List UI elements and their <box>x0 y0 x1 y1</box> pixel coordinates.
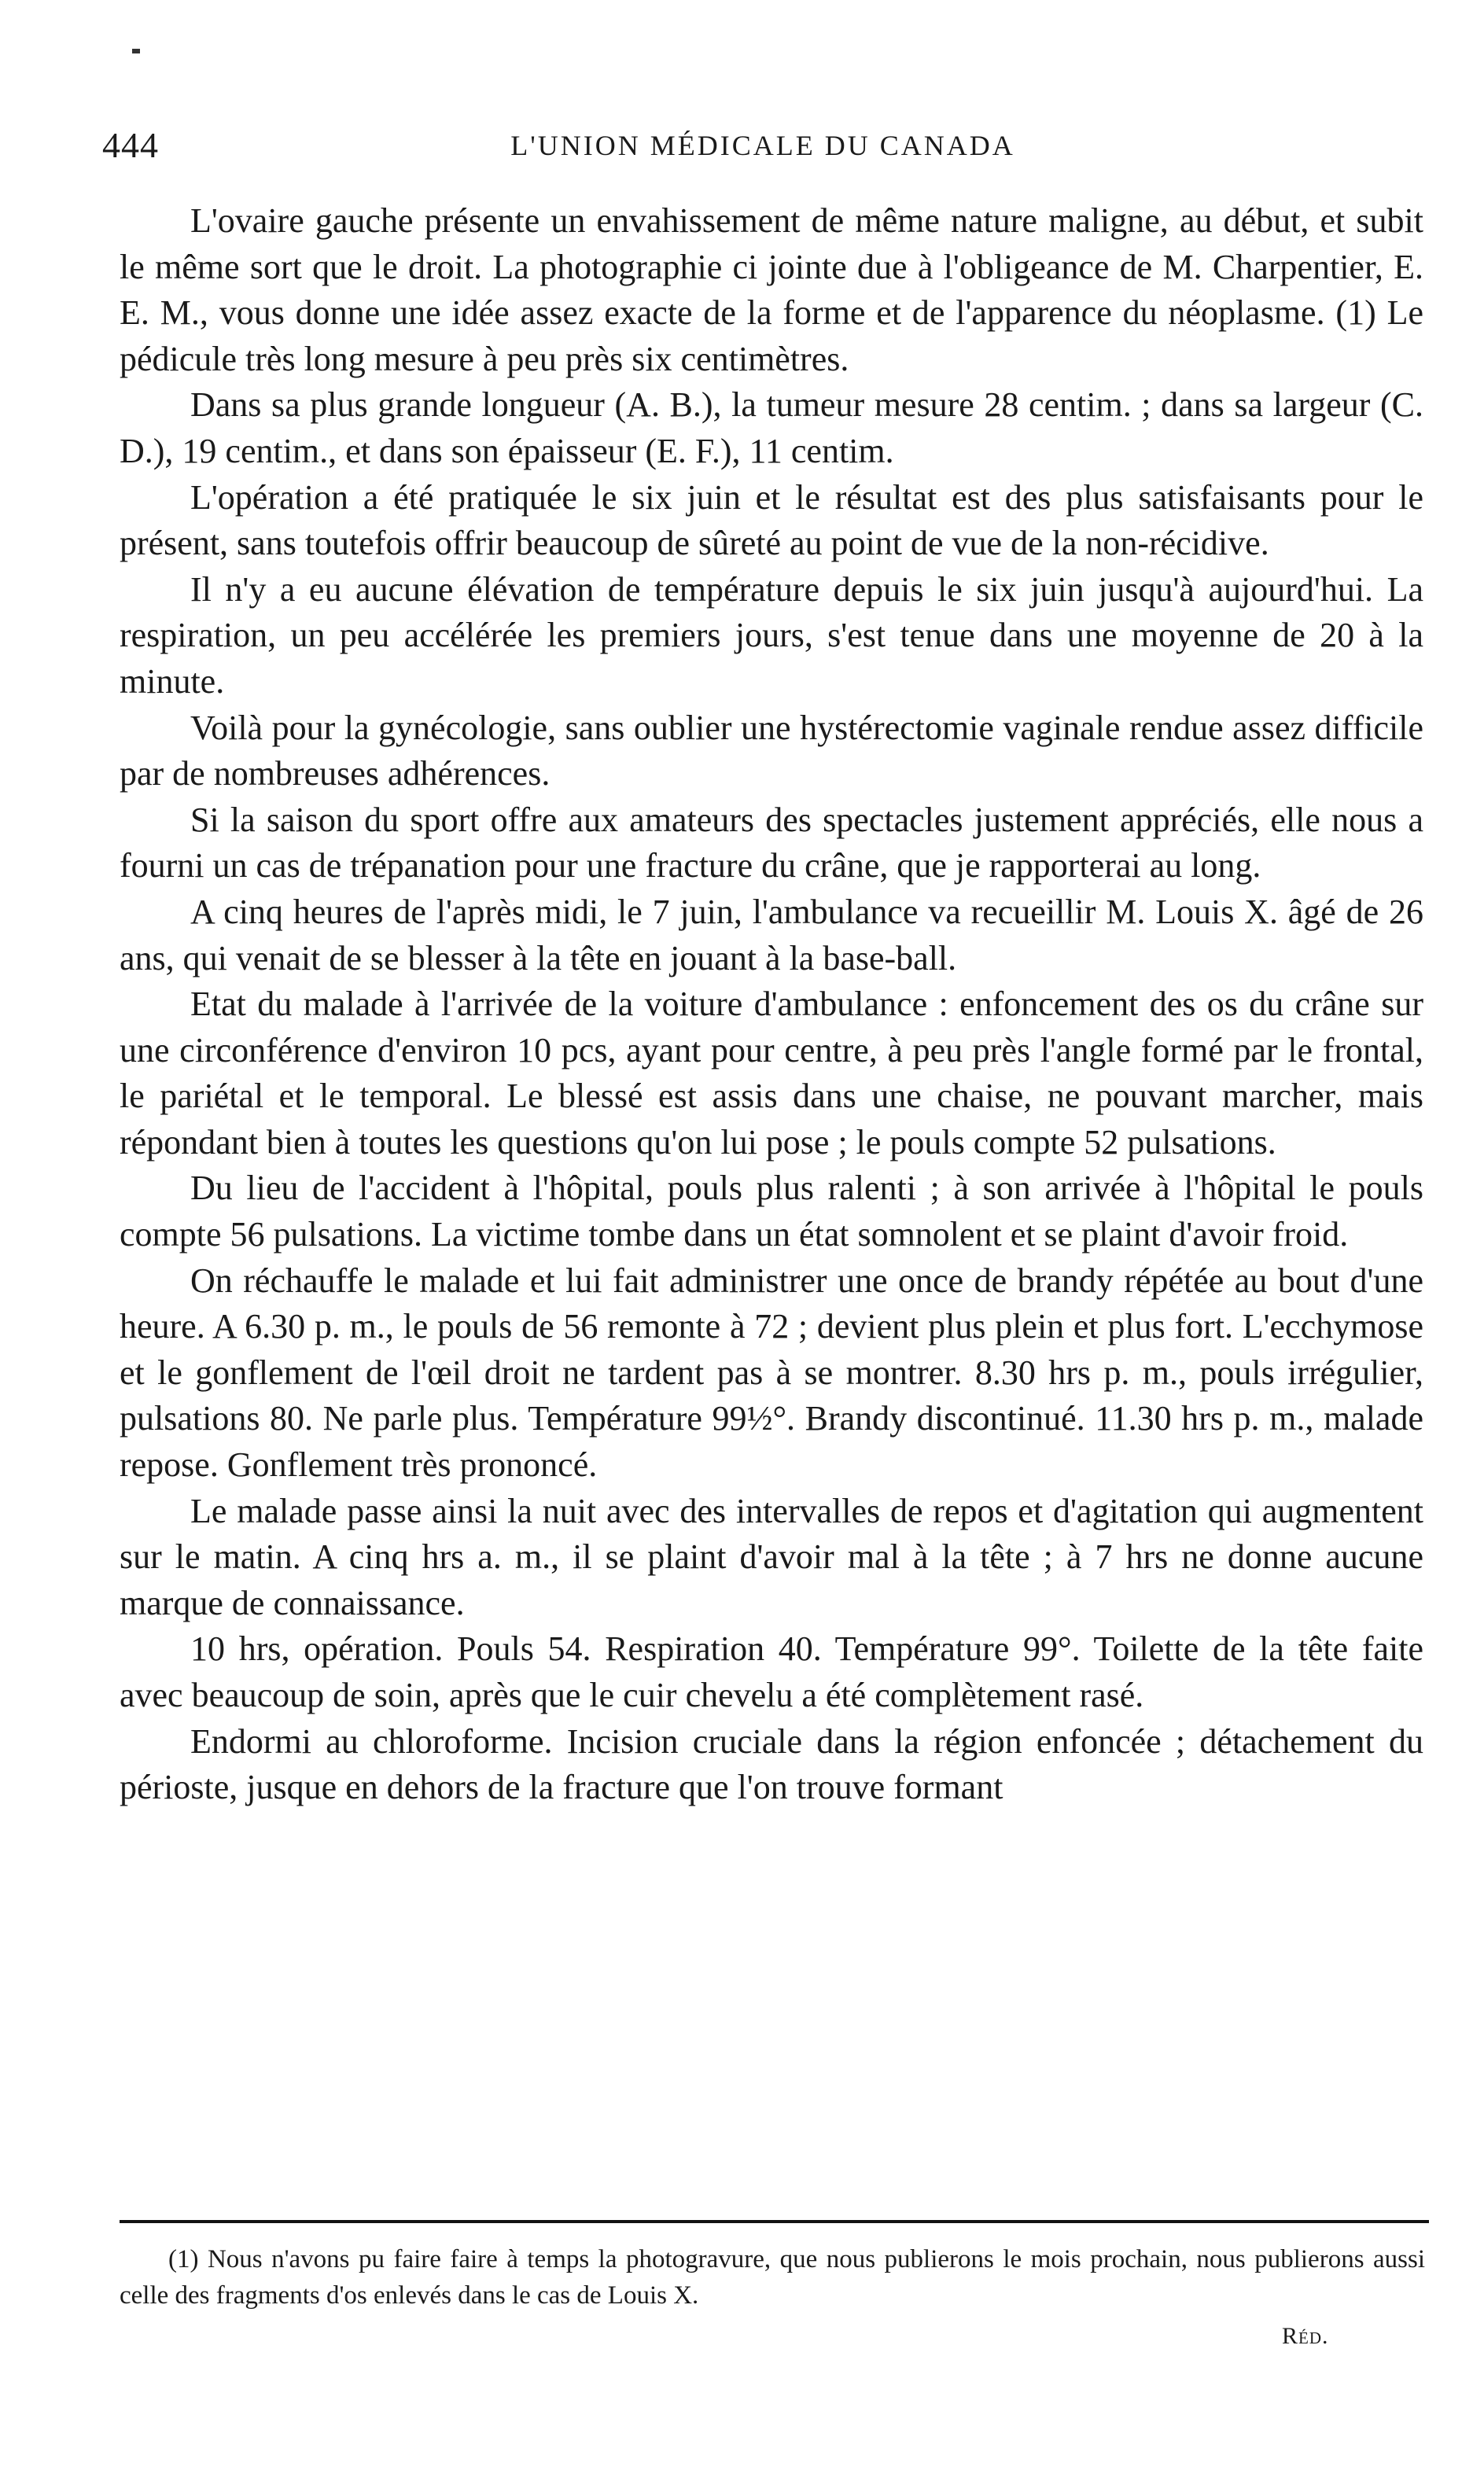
paragraph: On réchauffe le malade et lui fait administrer une once de brandy répétée au bout d'une heure. A 6.30 p. m., le pouls de 56 remonte à 72 ; devient plus plein et plus fort. L'ecchymose et le gonflement de l'œil droit ne tardent pas à se montrer. 8.30 hrs p. m., pouls irrégulier, pulsations 80. Ne parle plus. Température 99½°. Brandy discontinué. 11.30 hrs p. m., malade repose. Gonflement très prononcé. <box>120 1261 1423 1485</box>
running-head <box>102 124 1423 171</box>
page-number: 444 <box>102 125 159 165</box>
paragraph: Voilà pour la gynécologie, sans oublier une hystérectomie vaginale rendue assez difficile par de nombreuses adhérences. <box>120 708 1423 793</box>
paragraph: Si la saison du sport offre aux amateurs des spectacles justement appréciés, elle nous a fourni un cas de trépanation pour une fracture du crâne, que je rapporterai au long. <box>120 800 1423 885</box>
paragraph: L'ovaire gauche présente un envahissement de même nature maligne, au début, et subit le même sort que le droit. La photographie ci jointe due à l'obligeance de M. Charpentier, E. E. M., vous donne une idée assez exacte de la forme et de l'apparence du néoplasme. (1) Le pédicule très long mesure à peu près six centimètres. <box>120 201 1423 378</box>
paragraph: Dans sa plus grande longueur (A. B.), la tumeur mesure 28 centim. ; dans sa largeur (C. D.), 19 centim., et dans son épaisseur (E. F.), 11 centim. <box>120 385 1423 470</box>
footnote-text: (1) Nous n'avons pu faire faire à temps la photogravure, que nous publierons le mois prochain, nous publierons aussi celle des fragments d'os enlevés dans le cas de Louis X. <box>120 2245 1425 2310</box>
print-mark <box>132 49 140 53</box>
paragraph: 10 hrs, opération. Pouls 54. Respiration 40. Température 99°. Toilette de la tête faite avec beaucoup de soin, après que le cuir chevelu a été complètement rasé. <box>120 1629 1423 1714</box>
footnote <box>120 2241 1425 2314</box>
paragraph: Il n'y a eu aucune élévation de température depuis le six juin jusqu'à aujourd'hui. La respiration, un peu accélérée les premiers jours, s'est tenue dans une moyenne de 20 à la minute. <box>120 569 1423 701</box>
paragraph: A cinq heures de l'après midi, le 7 juin, l'ambulance va recueillir M. Louis X. âgé de 26 ans, qui venait de se blesser à la tête en jouant à la base-ball. <box>120 892 1423 977</box>
footnote-rule <box>120 2220 1429 2223</box>
paragraph: Endormi au chloroforme. Incision cruciale dans la région enfoncée ; détachement du périoste, jusque en dehors de la fracture que l'on trouve formant <box>120 1721 1423 1807</box>
paragraph: Le malade passe ainsi la nuit avec des intervalles de repos et d'agitation qui augmentent sur le matin. A cinq hrs a. m., il se plaint d'avoir mal à la tête ; à 7 hrs ne donne aucune marque de connaissance. <box>120 1491 1423 1622</box>
paragraph: Etat du malade à l'arrivée de la voiture d'ambulance : enfoncement des os du crâne sur une circonférence d'environ 10 pcs, ayant pour centre, à peu près l'angle formé par le frontal, le pariétal et le temporal. Le blessé est assis dans une chaise, ne pouvant marcher, mais répondant bien à toutes les questions qu'on lui pose ; le pouls compte 52 pulsations. <box>120 985 1423 1162</box>
paragraph: L'opération a été pratiquée le six juin et le résultat est des plus satisfaisants pour le présent, sans toutefois offrir beaucoup de sûreté au point de vue de la non-récidive. <box>120 477 1423 563</box>
paragraph: Du lieu de l'accident à l'hôpital, pouls plus ralenti ; à son arrivée à l'hôpital le pouls compte 56 pulsations. La victime tombe dans un état somnolent et se plaint d'avoir froid. <box>120 1169 1423 1254</box>
journal-title: L'UNION MÉDICALE DU CANADA <box>510 130 1015 161</box>
article-body <box>120 198 1423 1811</box>
footnote-signature: Réd. <box>1282 2323 1329 2349</box>
